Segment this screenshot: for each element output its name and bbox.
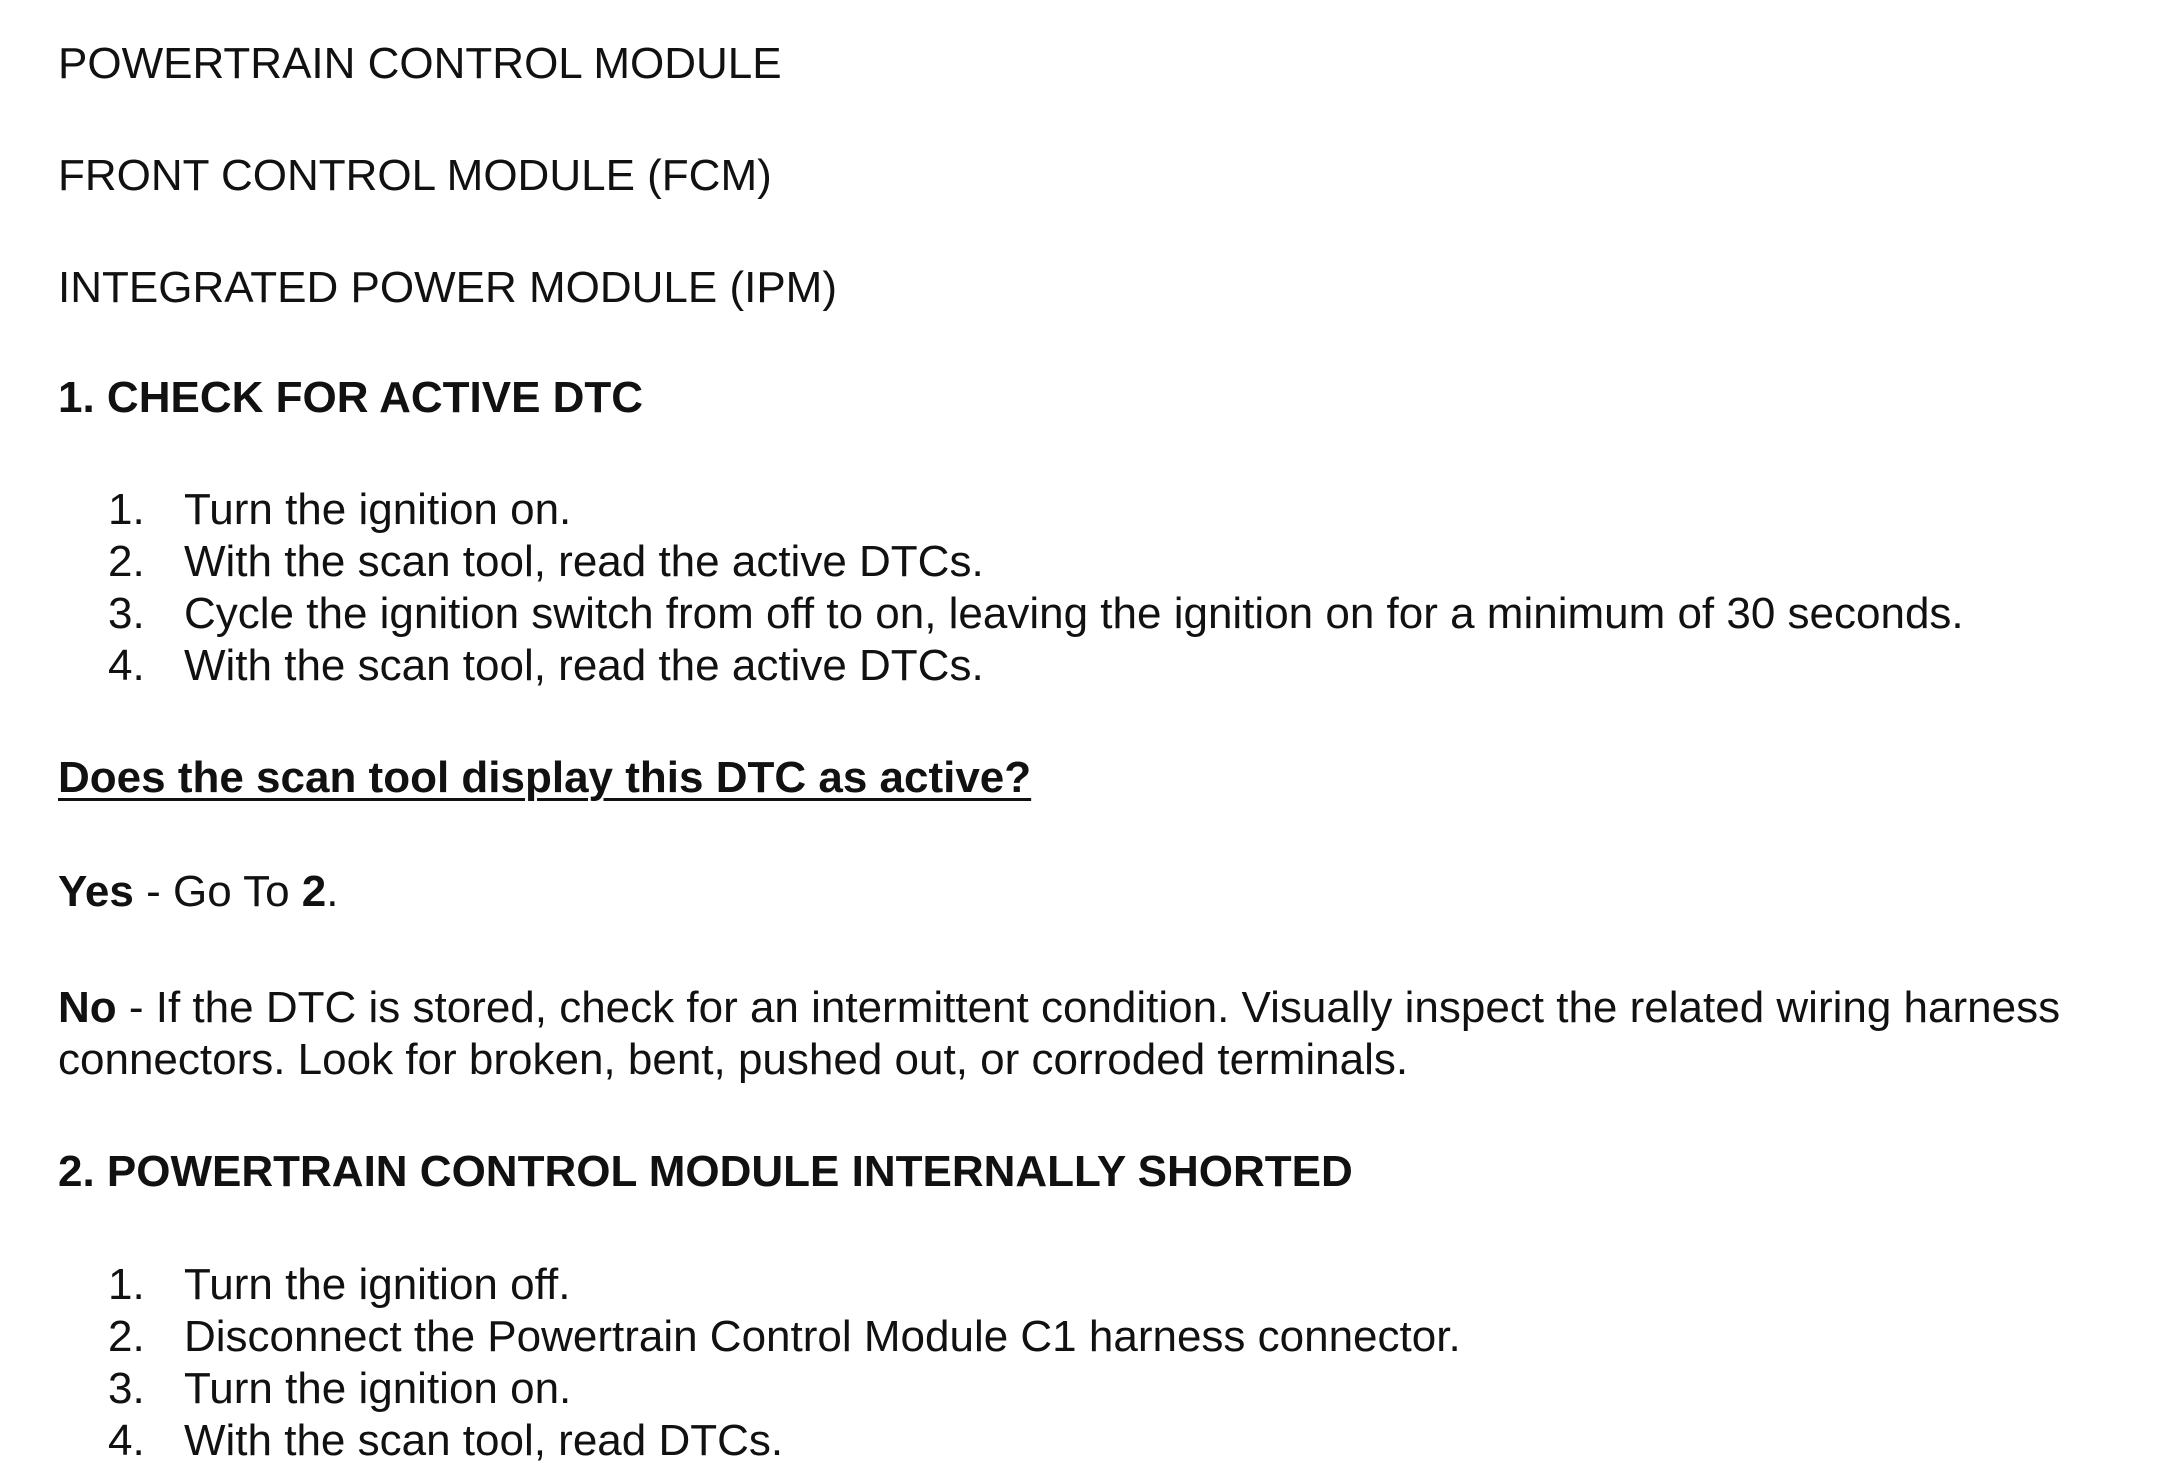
step-text: With the scan tool, read DTCs.: [184, 1416, 784, 1465]
step-item: [58, 588, 1964, 640]
step-item: [58, 1259, 1461, 1311]
step-number: 4.: [108, 641, 145, 690]
step-number: 1.: [108, 1260, 145, 1309]
answer-yes: [58, 866, 339, 918]
answer-yes-target: 2: [301, 867, 327, 916]
step-item: [58, 1415, 1461, 1467]
answer-no: [58, 982, 2060, 1086]
answer-yes-label: Yes: [58, 867, 134, 916]
step-text: With the scan tool, read the active DTCs.: [184, 641, 984, 690]
answer-no-text-line1: - If the DTC is stored, check for an intermittent condition. Visually inspect the related wiring harness: [116, 983, 2061, 1032]
step-item: [58, 1311, 1461, 1363]
step-text: Turn the ignition on.: [184, 1364, 572, 1413]
step-number: 1.: [108, 485, 145, 534]
step-number: 2.: [108, 537, 145, 586]
step-text: With the scan tool, read the active DTCs.: [184, 537, 984, 586]
step-item: [58, 1363, 1461, 1415]
module-title-fcm: FRONT CONTROL MODULE (FCM): [58, 151, 772, 200]
step-text: Turn the ignition off.: [184, 1260, 571, 1309]
step-number: 2.: [108, 1312, 145, 1361]
section-1-heading: 1. CHECK FOR ACTIVE DTC: [58, 373, 644, 422]
module-title-pcm: POWERTRAIN CONTROL MODULE: [58, 39, 782, 88]
section-1-question: Does the scan tool display this DTC as active?: [58, 753, 1032, 802]
step-number: 3.: [108, 1364, 145, 1413]
step-text: Turn the ignition on.: [184, 485, 572, 534]
step-item: [58, 640, 1964, 692]
step-item: [58, 536, 1964, 588]
answer-yes-text: - Go To: [133, 867, 302, 916]
section-1-steps: [58, 484, 1964, 692]
step-text: Cycle the ignition switch from off to on, leaving the ignition on for a minimum of 30 seconds.: [184, 589, 1964, 638]
module-title-ipm: INTEGRATED POWER MODULE (IPM): [58, 263, 837, 312]
section-2-steps: [58, 1259, 1461, 1467]
section-2-heading: 2. POWERTRAIN CONTROL MODULE INTERNALLY SHORTED: [58, 1147, 1353, 1196]
answer-no-label: No: [58, 983, 117, 1032]
answer-no-text-line2: connectors. Look for broken, bent, pushed out, or corroded terminals.: [58, 1035, 1409, 1084]
step-text: Disconnect the Powertrain Control Module C1 harness connector.: [184, 1312, 1461, 1361]
step-number: 3.: [108, 589, 145, 638]
answer-yes-end: .: [326, 867, 339, 916]
step-number: 4.: [108, 1416, 145, 1465]
step-item: [58, 484, 1964, 536]
